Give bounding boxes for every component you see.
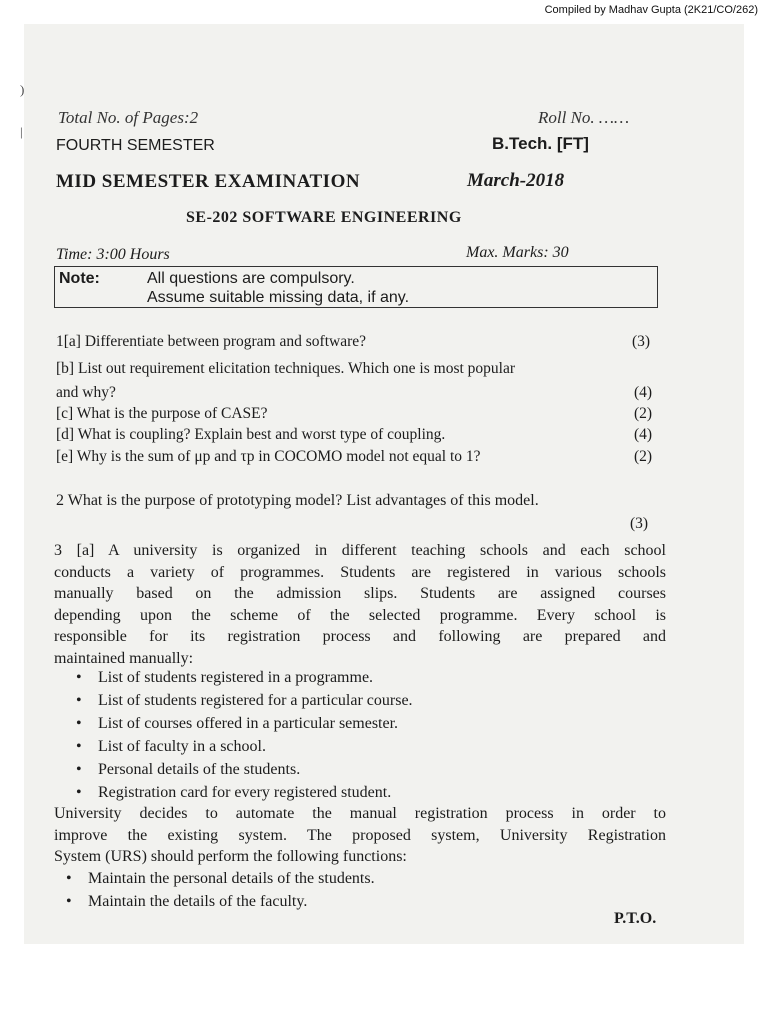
question-3a-paragraph-2	[54, 803, 666, 868]
question-1d: [d] What is coupling? Explain best and worst type of coupling.	[56, 426, 446, 443]
question-2: 2 What is the purpose of prototyping model? List advantages of this model.	[56, 492, 539, 509]
list-item	[76, 669, 373, 687]
bullet-icon: •	[76, 692, 82, 709]
paragraph-line: University decides to automate the manual registration process in order to	[54, 805, 666, 822]
list-item-text: List of students registered in a programme.	[98, 669, 374, 686]
paragraph-line: 3 [a] A university is organized in different teaching schools and each school	[54, 542, 666, 559]
bullet-icon: •	[66, 870, 72, 887]
list-item	[76, 761, 300, 779]
list-item-text: List of faculty in a school.	[98, 738, 266, 755]
exam-date: March-2018	[467, 170, 565, 191]
total-pages: Total No. of Pages:2	[58, 108, 199, 127]
pto-label: P.T.O.	[614, 910, 657, 927]
program: B.Tech. [FT]	[492, 134, 589, 153]
paragraph-line: depending upon the scheme of the selected programme. Every school is	[54, 606, 666, 624]
question-1b-cont: and why?	[56, 384, 116, 401]
max-marks: Max. Marks: 30	[466, 244, 569, 261]
note-box	[54, 266, 658, 308]
paragraph-line: System (URS) should perform the following functions:	[54, 848, 407, 865]
paragraph-line: manually based on the admission slips. Students are assigned courses	[54, 585, 666, 602]
question-1e: [e] Why is the sum of μp and τp in COCOMO model not equal to 1?	[56, 448, 481, 465]
question-1d-marks: (4)	[634, 426, 653, 443]
bullet-icon: •	[76, 715, 82, 732]
subject-title: SE-202 SOFTWARE ENGINEERING	[186, 209, 462, 226]
question-2-marks: (3)	[630, 515, 649, 532]
list-item-text: List of students registered for a particular course.	[98, 692, 413, 709]
exam-title: MID SEMESTER EXAMINATION	[56, 171, 361, 192]
semester: FOURTH SEMESTER	[56, 137, 215, 154]
bullet-icon: •	[76, 761, 82, 778]
note-label: Note:	[59, 270, 100, 287]
question-1c: [c] What is the purpose of CASE?	[56, 405, 268, 422]
roll-no: Roll No. ……	[538, 108, 630, 127]
list-item	[76, 715, 398, 733]
bullet-icon: •	[76, 784, 82, 801]
list-item	[76, 738, 266, 756]
list-item	[76, 692, 413, 710]
question-1e-marks: (2)	[634, 448, 653, 465]
paragraph-line: improve the existing system. The proposed system, University Registration	[54, 826, 666, 844]
bullet-icon: •	[66, 893, 72, 910]
list-item-text: List of courses offered in a particular semester.	[98, 715, 399, 732]
paragraph-line: responsible for its registration process and following are prepared and	[54, 628, 666, 645]
note-line: All questions are compulsory.	[147, 270, 355, 287]
margin-mark: )	[20, 82, 25, 97]
question-1a-marks: (3)	[632, 333, 651, 350]
note-line: Assume suitable missing data, if any.	[147, 289, 410, 306]
exam-time: Time: 3:00 Hours	[56, 246, 170, 263]
list-item-text: Registration card for every registered student.	[98, 784, 392, 801]
margin-mark: |	[20, 124, 23, 139]
question-1b-marks: (4)	[634, 384, 653, 401]
list-item-text: Personal details of the students.	[98, 761, 301, 778]
list-item	[66, 870, 375, 888]
list-item-text: Maintain the details of the faculty.	[88, 893, 308, 910]
list-item-text: Maintain the personal details of the students.	[88, 870, 375, 887]
paragraph-line: conducts a variety of programmes. Students are registered in various schools	[54, 563, 666, 581]
compiled-by-credit: Compiled by Madhav Gupta (2K21/CO/262)	[544, 4, 758, 16]
question-1b: [b] List out requirement elicitation techniques. Which one is most popular	[56, 360, 516, 377]
list-item	[66, 893, 307, 911]
question-1a: 1[a] Differentiate between program and software?	[56, 333, 366, 350]
list-item	[76, 784, 391, 802]
bullet-icon: •	[76, 669, 82, 686]
paragraph-line: maintained manually:	[54, 649, 194, 667]
bullet-icon: •	[76, 738, 82, 755]
question-1c-marks: (2)	[634, 405, 653, 422]
question-3a-paragraph	[54, 540, 666, 669]
